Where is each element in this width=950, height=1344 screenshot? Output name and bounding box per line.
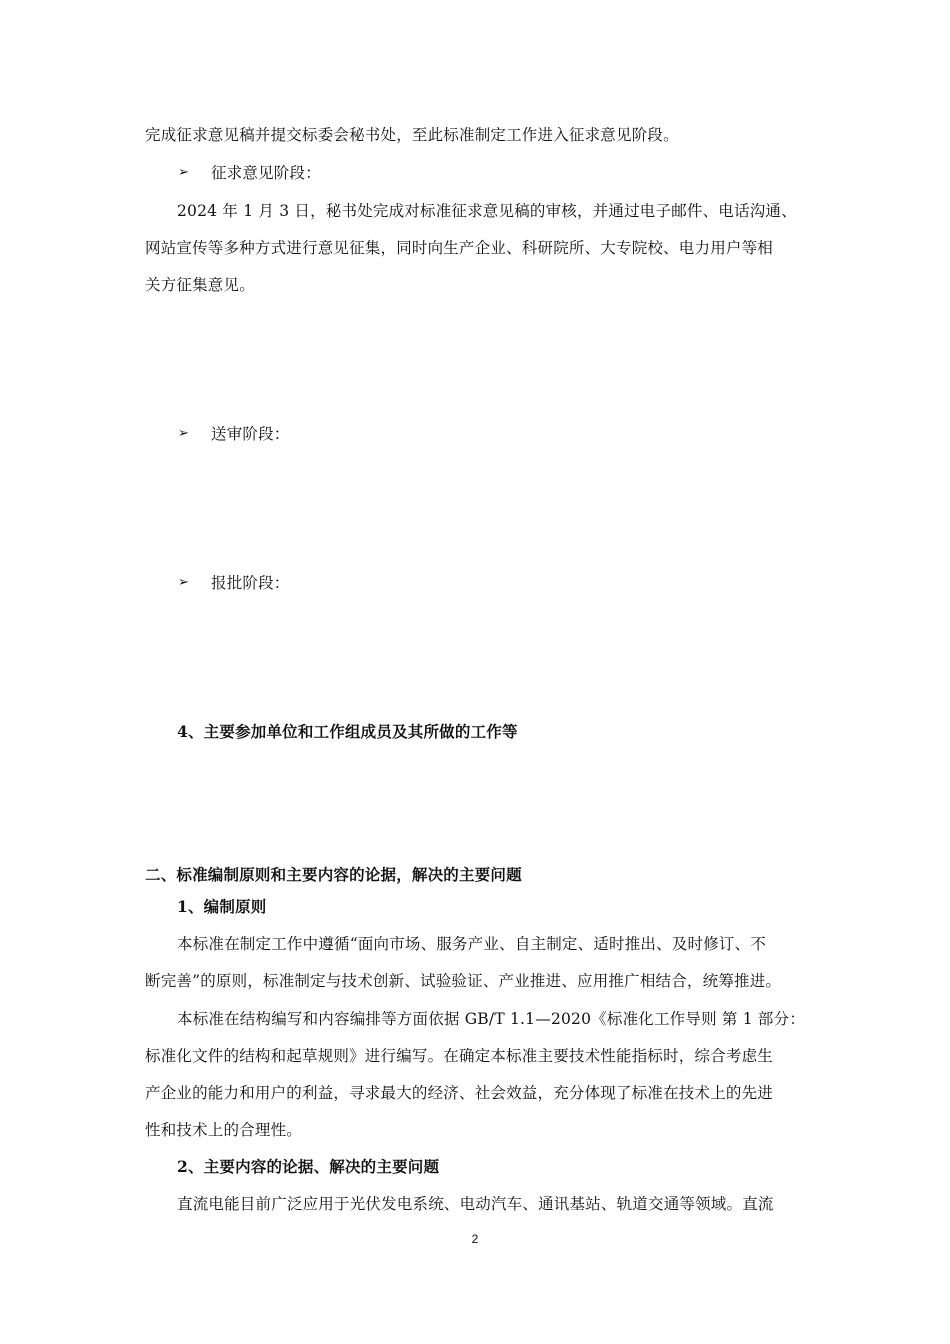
paragraph-line: 产企业的能力和用户的利益，寻求最大的经济、社会效益，充分体现了标准在技术上的先进 xyxy=(145,1084,774,1102)
subheading-main-content: 2、主要内容的论据、解决的主要问题 xyxy=(177,1157,440,1176)
page-number: 2 xyxy=(471,1232,479,1246)
paragraph-line: 完成征求意见稿并提交标委会秘书处，至此标准制定工作进入征求意见阶段。 xyxy=(145,126,679,144)
paragraph-line: 关方征集意见。 xyxy=(145,276,255,294)
paragraph-line: 性和技术上的合理性。 xyxy=(145,1121,303,1139)
paragraph-line: 断完善”的原则，标准制定与技术创新、试验验证、产业推进、应用推广相结合，统筹推进。 xyxy=(145,972,782,990)
bullet-arrow-icon: ➢ xyxy=(178,426,189,441)
paragraph-line: 网站宣传等多种方式进行意见征集，同时向生产企业、科研院所、大专院校、电力用户等相 xyxy=(145,239,774,257)
paragraph-line: 2024 年 1 月 3 日，秘书处完成对标准征求意见稿的审核，并通过电子邮件、电话沟通、 xyxy=(177,202,797,220)
section-heading: 二、标准编制原则和主要内容的论据，解决的主要问题 xyxy=(145,865,522,884)
paragraph-line: 标准化文件的结构和起草规则》进行编写。在确定本标准主要技术性能指标时，综合考虑生 xyxy=(145,1047,774,1065)
paragraph-line: 本标准在结构编写和内容编排等方面依据 GB/T 1.1—2020《标准化工作导则 第 1 部分： xyxy=(177,1010,806,1028)
subheading-principles: 1、编制原则 xyxy=(177,897,267,916)
bullet-arrow-icon: ➢ xyxy=(178,575,189,590)
heading-participants: 4、主要参加单位和工作组成员及其所做的工作等 xyxy=(177,722,518,741)
stage-comment-label: 征求意见阶段： xyxy=(211,164,321,182)
paragraph-line: 直流电能目前广泛应用于光伏发电系统、电动汽车、通讯基站、轨道交通等领域。直流 xyxy=(177,1195,774,1213)
paragraph-line: 本标准在制定工作中遵循“面向市场、服务产业、自主制定、适时推出、及时修订、不 xyxy=(177,935,767,953)
bullet-arrow-icon: ➢ xyxy=(178,165,189,180)
stage-approval-label: 报批阶段： xyxy=(211,574,290,592)
stage-review-label: 送审阶段： xyxy=(211,425,290,443)
